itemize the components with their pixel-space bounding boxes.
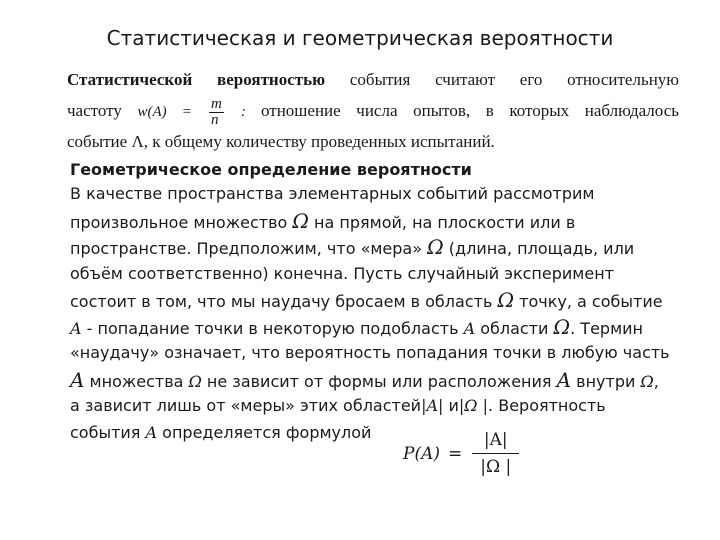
stat-line-1 [67,64,679,95]
geo-line-9 [70,393,680,420]
event-a-symbol: A [463,318,476,338]
frequency-fraction [209,97,224,126]
omega-symbol: Ω [188,371,202,391]
geo-line-1: В качестве пространства элементарных событий рассмотрим [70,184,595,203]
abs-omega: |Ω | [458,396,489,415]
frequency-numerator: m [210,96,222,113]
geo-line-2b: на прямой, на плоскости или в [308,212,576,232]
geo-line-10 [70,420,680,447]
geo-line-2a: произвольное множество [70,212,293,232]
geo-line-5b: точку, а событие [514,292,663,311]
geo-line-8c: внутри [571,371,641,391]
formula-lhs: P(A) [403,443,440,464]
geometric-heading: Геометрическое определение вероятности [70,160,472,179]
geo-line-9a: а зависит лишь от «меры» этих областей [70,396,422,415]
omega-symbol: Ω [427,235,444,259]
page-title: Статистическая и геометрическая вероятности [106,26,614,50]
omega-symbol: Ω [640,371,654,391]
frequency-lhs: w(A) = [137,104,192,120]
geo-line-6b: области [475,318,554,338]
stat-line-2 [67,95,679,126]
term-probability: вероятностью [217,70,326,89]
stat-line-1-rest: события считают его относительную [349,70,679,89]
geo-line-10a: события [70,422,146,442]
geo-line-3 [70,234,680,261]
event-a-symbol: A [556,367,572,392]
formula-denominator: |Ω | [480,457,512,477]
event-a-symbol: A [70,367,85,392]
geo-line-6a: - попадание точки в некоторую подобласть [81,318,464,338]
formula-fraction [472,430,519,477]
geo-line-5 [70,287,680,314]
abs-a: |A| [421,396,444,415]
geo-line-3a: пространстве. Предположим, что «мера» [70,239,428,258]
geo-line-6c: . Термин [570,318,643,338]
formula-numerator: |A| [472,430,519,454]
geo-line-8b: не зависит от формы или расположения [201,371,557,391]
geo-line-4: объём соответственно) конечна. Пусть случайный эксперимент [70,263,614,283]
stat-line-2-rest: отношение числа опытов, в которых наблюдалось [261,101,679,120]
geo-line-10b: определяется формулой [157,422,372,442]
geometric-definition [70,159,680,446]
geo-line-8a: множества [84,371,189,391]
geo-line-3b: (длина, площадь, или [443,239,635,258]
geo-line-5a: состоит в том, что мы наудачу бросаем в область [70,292,498,311]
frequency-denominator: n [210,112,219,126]
omega-symbol: Ω [553,314,571,339]
term-statistical: Статистической [67,70,193,89]
frequency-colon: : [240,104,246,120]
geo-line-9b: . Вероятность [488,396,606,415]
omega-symbol: Ω [292,208,309,233]
formula-equals: = [447,443,463,464]
stat-line-3: событие Λ, к общему количеству проведенных испытаний. [67,132,495,151]
geo-line-9-mid: и [443,396,459,415]
stat-line-2-start: частоту [67,101,122,120]
geo-line-8 [70,367,680,394]
omega-symbol: Ω [497,288,515,312]
probability-formula [403,430,519,477]
geo-line-6 [70,314,680,341]
frequency-formula [137,96,261,126]
statistical-definition [67,64,679,157]
event-a-symbol: A [70,318,82,338]
geo-line-7: «наудачу» означает, что вероятность попадания точки в любую часть [70,343,670,362]
geo-line-8d: , [653,371,659,391]
geo-line-2 [70,208,680,235]
event-a-symbol: A [145,422,158,442]
